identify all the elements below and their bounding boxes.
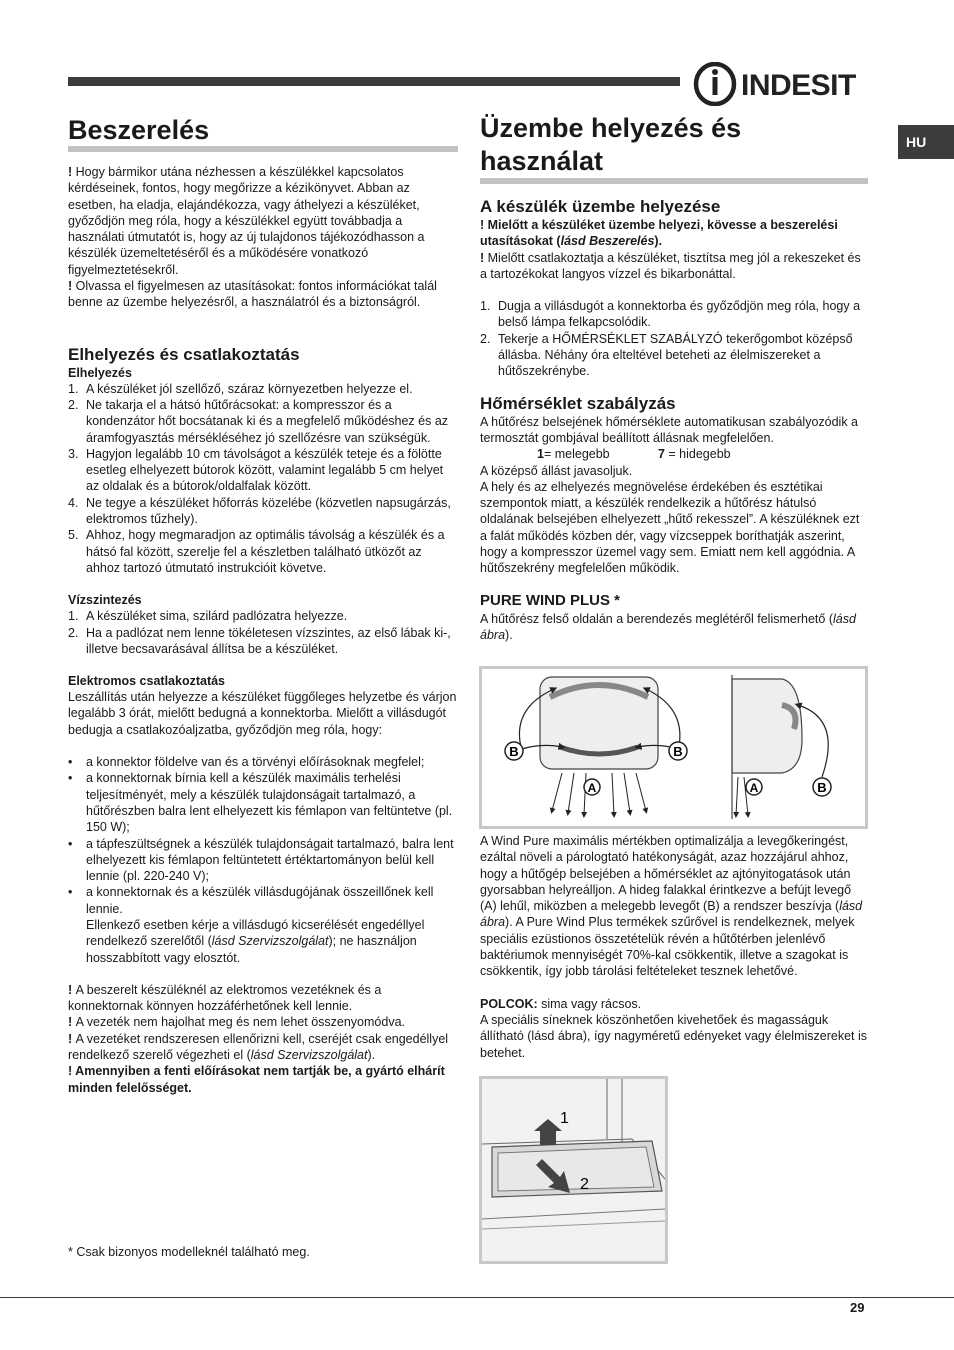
pure-wind-text: A hűtőrész felső oldalán a berendezés meglétéről felismerhető (lásd ábra). [480,611,856,642]
list-item: 5. Ahhoz, hogy megmaradjon az optimális távolság a készülék és a hátsó fal között, szerelje fel a készletben található ütközőt az ahhoz tartozó útmutató instrukcióit követve. [68,528,445,575]
electrical-intro: Leszállítás után helyezze a készüléket függőleges helyzetbe és várjon legalább 3 órát, mielőtt bedugná a konnektorba. Mielőtt a villásdugót bedugja a csatlakozóaljzatba, győződjön meg róla, hogy: [68,690,457,737]
shelves-label: POLCOK: sima vagy rácsos. [480,996,642,1011]
list-item: 2. Ne takarja el a hátsó hűtőrácsokat: a kompresszor és a kondenzátor hőt bocsátanak ki és a megfelelő működéshez és az áramfogyasztás mérsékléséhez jó szellőzésre van szükségük. [68,397,449,445]
warning-2: ! A vezeték nem hajolhat meg és nem lehet összenyomódva. [68,1015,405,1030]
list-item: • a tápfeszültségnek a készülék tulajdonságait tartalmazó, balra lent elhelyezett kis fémlapon feltüntetett értéktartományon belül kell lennie (pl. 220-240 V); [68,836,454,884]
list-item: 2. Tekerje a HŐMÉRSÉKLET SZABÁLYZÓ tekerőgombot középső állásba. Néhány óra elteltével beteheti az élelmiszereket a hűtőszekrénybe. [480,331,853,379]
list-item: 4. Ne tegye a készüléket hőforrás közelébe (közvetlen napsugárzás, elektromos tűzhely). [68,495,451,527]
list-item: 3. Hagyjon legalább 10 cm távolságot a készülék teteje és a fölötte esetleg elhelyezett bútorok között, valamint legalább 5 cm helyet az oldalak és a bútorok/oldalfalak között. [68,446,444,494]
startup-warning: ! Mielőtt a készüléket üzembe helyezi, kövesse a beszerelési utasításokat (lásd Beszerelés). [480,218,838,249]
list-item: • a konnektor földelve van és a törvényi előírásoknak megfelel; [68,755,425,770]
indesit-logo-icon [693,62,871,106]
list-item: 1. A készüléket sima, szilárd padlózatra helyezze. [68,609,348,624]
airflow-diagram [482,669,865,826]
shelf-figure [479,1076,668,1264]
sub-heading-electrical: Elektromos csatlakoztatás [68,674,226,689]
startup-text: ! Mielőtt csatlakoztatja a készüléket, tisztítsa meg jól a rekeszeket és a tartozékokat langyos vízzel és bikarbonáttal. [480,250,861,281]
intro-para-2: ! Olvassa el figyelmesen az utasításokat: fontos információkat talál benne az üzembe helyezésről, a használatról és a biztonságról. [68,279,437,310]
electrical-bullets [68,754,458,966]
shelf-diagram [482,1079,665,1261]
title-rule [480,178,868,184]
label-b: B [817,780,827,795]
heading-startup: A készülék üzembe helyezése [480,197,721,216]
left-column [68,164,458,1096]
list-item: 2. Ha a padlózat nem lenne tökéletesen vízszintes, az első lábak ki-, illetve becsavarásával állítsa be a készüléket. [68,625,451,656]
label-a: A [587,781,597,795]
temperature-text: A hűtőrész belsejének hőmérséklete automatikusan szabályozódik a termosztát gombjával beállított állásnak megfelelően. [480,414,858,445]
label-a: A [749,781,759,795]
temperature-recommend: A középső állást javasoljuk. [480,463,633,478]
leveling-list [68,608,458,657]
warning-1: ! A beszerelt készüléknél az elektromos vezetéknek és a konnektornak könnyen hozzáférhetőnek kell lennie. [68,982,382,1014]
label-1: 1 [560,1110,569,1127]
sub-heading-placement: Elhelyezés [68,365,132,380]
label-2: 2 [580,1176,589,1193]
heading-pure-wind: PURE WIND PLUS * [480,591,621,609]
page-number: 29 [850,1300,865,1315]
pure-wind-description: A Wind Pure maximális mértékben optimalizálja a levegőkeringést, ezáltal növeli a párologtató hatékonyságát, azaz hozzájárul ahhoz, hogy a hűtőgép belsejében a hőmérséklet az ajtónyitogatások után gyorsabban helyreálljon. A hideg falakkal érintkezve a befújt levegő (A) lehűl, miközben a melegebb levegőt (B) a rendszer beszívja (lásd ábra). A Pure Wind Plus termékek szűrővel is rendelkeznek, melyek speciális ezüstionos összetételük révén a hűtőtérben jelenlévő baktériumok mennyiségét 70%-kal csökkentik, illetve a szagokat is csökkentik, így jobb tárolási feltételeket tesznek lehetővé. [480,834,863,979]
startup-steps [480,298,868,379]
intro-para-1: ! Hogy bármikor utána nézhessen a készülékkel kapcsolatos kérdéseinek, fontos, hogy megőrizze a kézikönyvet. Abban az esetben, ha eladja, elajándékozza, vagy áthelyezi a készüléket, győződjön meg róla, hogy a készülékkel együtt továbbadja a használati útmutatót is, hogy az új tulajdonos tájékozódhasson a készülék üzemeltetéséről és a működésére vonatkozó figyelmeztetésekről. [68,165,425,277]
list-item: • a konnektornak és a készülék villásdugójának összeillőnek kell lennie. Ellenkező esetben kérje a villásdugó kicserélését engedéllyel rendelkező szerelőtől (lásd Szervizszolgálat); ne használjon hosszabbított vagy elosztót. [68,885,434,965]
heading-temperature: Hőmérséklet szabályzás [480,393,676,413]
right-column-top [480,197,868,643]
list-item: • a konnektornak bírnia kell a készülék maximális terhelési teljesítményét, mely a készülék tulajdonságait tartalmazó, a hűtőrészben balra lent elhelyezett kis fémlapon van feltüntetve (pl. 150 W); [68,771,453,835]
title-rule [68,146,458,152]
footer-rule [0,1297,954,1298]
header-bar [68,77,680,86]
right-column-bottom [480,833,868,1061]
label-b: B [673,744,683,759]
footnote: * Csak bizonyos modelleknél található meg. [68,1245,310,1259]
label-b: B [509,744,519,759]
heading-placement-connection: Elhelyezés és csatlakoztatás [68,344,300,364]
brand-logo [693,62,871,106]
sub-heading-leveling: Vízszintezés [68,593,142,608]
list-item: 1. Dugja a villásdugót a konnektorba és győződjön meg róla, hogy a belső lámpa felkapcsolódik. [480,299,861,330]
section-title-usage: Üzembe helyezés és használat [480,113,742,176]
temperature-more: A hely és az elhelyezés megnövelése érdekében és esztétikai szempontok miatt, a készülék rendelkezik a hűtőrész hátulsó oldalának belsejében elhelyezett „hűtő rekesszel”. A készüléknek ezt a falát működés közben dér, vagy vízcseppek boríthatják aszerint, hogy a kompresszor üzemel vagy sem. Emiatt nem kell aggódnia. A hűtőszekrény megfelelően működik. [480,479,860,576]
temperature-scale: 1= melegebb 7 = hidegebb [537,447,731,462]
warning-4: ! Amennyiben a fenti előírásokat nem tartják be, a gyártó elhárít minden felelősséget. [68,1064,445,1095]
placement-list [68,381,458,577]
language-tab: HU [898,125,954,159]
pure-wind-figure [479,666,868,829]
shelves-text: A speciális síneknek köszönhetően kivehetőek és magasságuk állítható (lásd ábra), így nagyméretű edényeket vagy élelmiszereket is betehet. [480,1012,867,1060]
list-item: 1. A készüléket jól szellőző, száraz környezetben helyezze el. [68,381,413,396]
warning-3: ! A vezetéket rendszeresen ellenőrizni kell, cseréjét csak engedéllyel rendelkező szerelő végezheti el (lásd Szervizszolgálat). [68,1031,449,1063]
section-title-install: Beszerelés [68,115,210,145]
svg-text:INDESIT: INDESIT [741,69,856,102]
